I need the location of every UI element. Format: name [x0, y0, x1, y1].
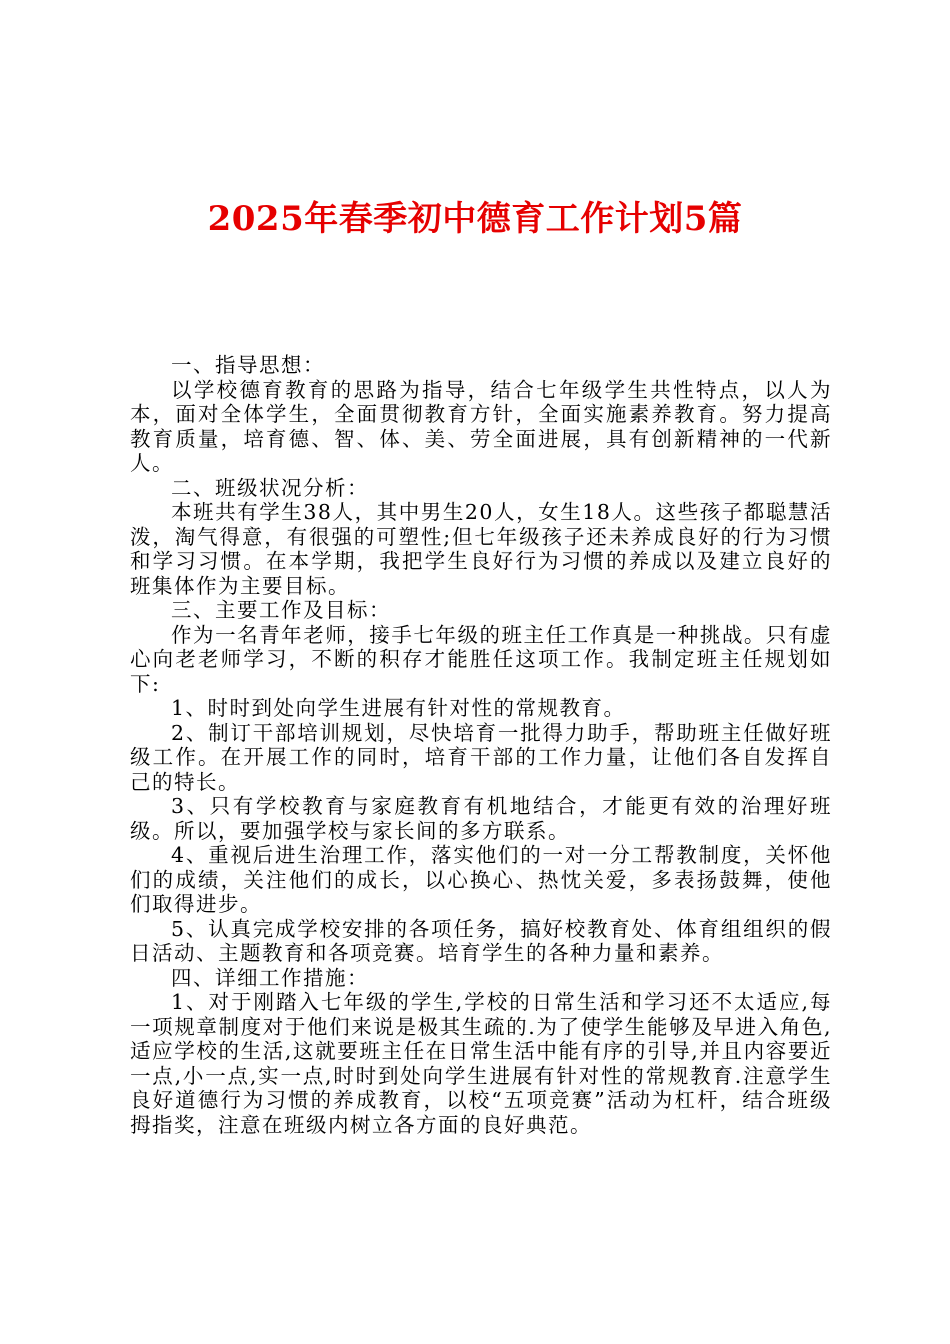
paragraph-class-analysis: 本班共有学生38人，其中男生20人，女生18人。这些孩子都聪慧活泼，淘气得意，有很强的可塑性;但七年级孩子还未养成良好的行为习惯和学习习惯。在本学期，我把学生良好行为习惯的养成以及建立良好的班集体作为主要目标。 [130, 500, 832, 598]
list-item-measure-1: 1、对于刚踏入七年级的学生,学校的日常生活和学习还不太适应,每一项规章制度对于他们来说是极其生疏的.为了使学生能够及早进入角色,适应学校的生活,这就要班主任在日常生活中能有序的引导,并且内容要近一点,小一点,实一点,时时到处向学生进展有针对性的常规教育.注意学生良好道德行为习惯的养成教育，以校“五项竞赛”活动为杠杆，结合班级拇指奖，注意在班级内树立各方面的良好典范。 [130, 990, 832, 1137]
list-item-goal-4: 4、重视后进生治理工作，落实他们的一对一分工帮教制度，关怀他们的成绩，关注他们的成长，以心换心、热忱关爱，多表扬鼓舞，使他们取得进步。 [130, 843, 832, 916]
paragraph-guiding-ideology: 以学校德育教育的思路为指导，结合七年级学生共性特点，以人为本，面对全体学生，全面贯彻教育方针，全面实施素养教育。努力提高教育质量，培育德、智、体、美、劳全面进展，具有创新精神的一代新人。 [130, 377, 832, 475]
list-item-goal-5: 5、认真完成学校安排的各项任务，搞好校教育处、体育组组织的假日活动、主题教育和各项竞赛。培育学生的各种力量和素养。 [130, 916, 832, 965]
heading-detailed-measures: 四、详细工作措施： [171, 965, 369, 990]
heading-class-analysis: 二、班级状况分析： [171, 475, 369, 500]
document-body [130, 353, 832, 1137]
list-item-goal-1: 1、时时到处向学生进展有针对性的常规教育。 [171, 696, 626, 720]
heading-guiding-ideology: 一、指导思想： [171, 353, 325, 377]
list-item-goal-2: 2、制订干部培训规划，尽快培育一批得力助手，帮助班主任做好班级工作。在开展工作的同时，培育干部的工作力量，让他们各自发挥自己的特长。 [130, 720, 832, 794]
document-title: 2025年春季初中德育工作计划5篇 [207, 199, 743, 239]
paragraph-main-goals: 作为一名青年老师，接手七年级的班主任工作真是一种挑战。只有虚心向老老师学习，不断的积存才能胜任这项工作。我制定班主任规划如下: [130, 622, 832, 696]
list-item-goal-3: 3、只有学校教育与家庭教育有机地结合，才能更有效的治理好班级。所以，要加强学校与家长间的多方联系。 [130, 794, 832, 843]
heading-main-goals: 三、主要工作及目标： [171, 598, 391, 622]
